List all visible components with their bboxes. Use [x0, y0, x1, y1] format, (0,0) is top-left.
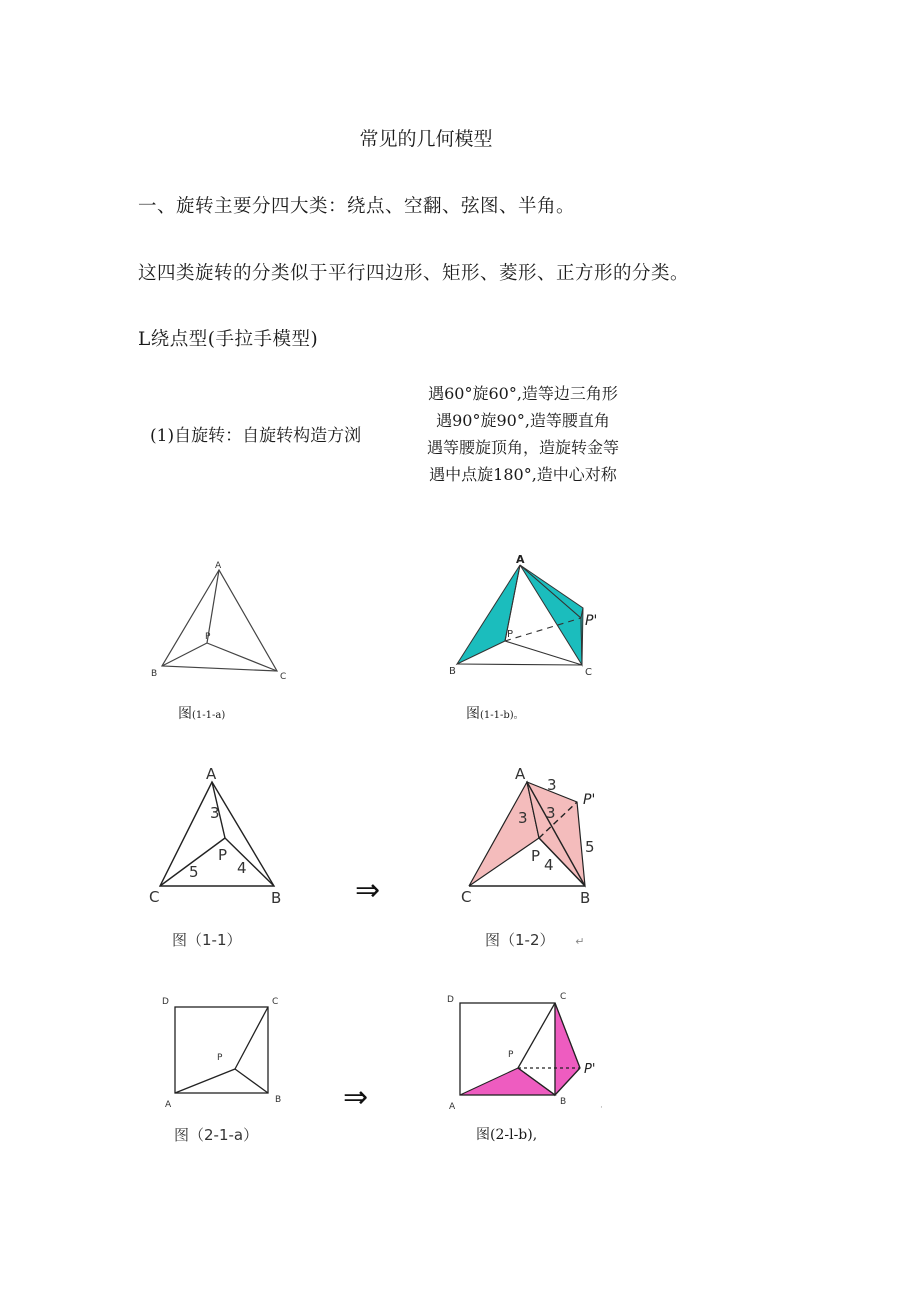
label-a: A [449, 1102, 456, 1112]
rotation-label: (1)自旋转：自旋转构造方浏 [150, 426, 362, 446]
caption-1-1-b [466, 703, 524, 723]
figure-2-1-b [440, 985, 620, 1115]
caption-1-1: 图（1-1） [172, 931, 242, 949]
segment-length-bp-prime: 5 [585, 838, 595, 856]
label-b: B [151, 669, 158, 679]
caption-sub: (1-1-b)。 [480, 710, 524, 721]
label-a: A [165, 1100, 172, 1110]
label-p-prime: P' [585, 613, 598, 629]
label-c: C [461, 888, 472, 906]
label-p: P [218, 846, 228, 864]
figure-1-1-a [140, 555, 300, 685]
paragraph-classification: 这四类旋转的分类似于平行四边形、矩形、菱形、正方形的分类。 [138, 263, 690, 284]
label-a: A [515, 765, 526, 783]
figure-1-2 [455, 760, 625, 910]
implies-arrow-1: ⇒ [355, 873, 381, 908]
caption-sub: (1-1-a) [192, 710, 226, 721]
figure-1-1 [140, 760, 300, 910]
label-d: D [447, 995, 454, 1005]
segment-length-pb: 4 [237, 859, 247, 877]
page-title: 常见的几何模型 [359, 128, 493, 150]
caption-2-1-a: 图（2-1-a） [174, 1126, 259, 1144]
label-p: P [508, 1050, 514, 1060]
segment-length-pa: 3 [518, 809, 528, 827]
label-c: C [560, 992, 567, 1002]
label-p: P [531, 847, 541, 865]
segment-length-ap-prime: 3 [547, 776, 557, 794]
label-d: D [162, 997, 169, 1007]
label-c: C [272, 997, 279, 1007]
rule-90: 遇90°旋90°,造等腰直角 [436, 411, 610, 430]
rule-60: 遇60°旋60°,造等边三角形 [428, 384, 618, 403]
label-c: C [280, 672, 287, 682]
paragraph-rotation-types: 一、旋转主要分四大类：绕点、空翻、弦图、半角。 [138, 196, 576, 217]
caption-2-1-b: 图(2-l-b), [476, 1127, 538, 1143]
rule-isosceles: 遇等腰旋顶角，造旋转金等 [426, 438, 619, 457]
label-c: C [585, 667, 592, 678]
label-p: P [217, 1053, 223, 1063]
label-b: B [275, 1095, 282, 1105]
segment-length-pa: 3 [210, 804, 220, 822]
segment-length-pc: 5 [189, 863, 199, 881]
caption-1-2 [485, 929, 585, 950]
label-b: B [580, 889, 591, 907]
figure-1-1-b [445, 548, 615, 683]
segment-length-pp-prime: 3 [546, 804, 556, 822]
label-b: B [271, 889, 282, 907]
label-p: P [507, 629, 514, 640]
section-heading: L绕点型(手拉手模型) [138, 329, 319, 350]
label-p-prime: P' [583, 792, 596, 808]
label-p: P [205, 632, 211, 642]
label-p-prime: P' [584, 1062, 596, 1077]
rotation-rules [398, 380, 648, 488]
segment-length-pb: 4 [544, 856, 554, 874]
label-a: A [215, 561, 222, 571]
paragraph-mark: · [600, 1103, 603, 1113]
label-a: A [206, 765, 217, 783]
caption-text: 图（1-2） [485, 931, 555, 949]
caption-1-1-a [178, 703, 225, 723]
label-b: B [560, 1097, 567, 1107]
rule-midpoint: 遇中点旋180°,造中心对称 [429, 465, 617, 484]
implies-arrow-2: ⇒ [343, 1080, 369, 1115]
figure-2-1-a [155, 990, 295, 1110]
caption-prefix: 图 [178, 706, 192, 722]
caption-prefix: 图 [466, 706, 480, 722]
label-a: A [516, 553, 525, 566]
label-b: B [449, 666, 456, 677]
paragraph-mark: ↵ [575, 935, 585, 948]
label-c: C [149, 888, 160, 906]
